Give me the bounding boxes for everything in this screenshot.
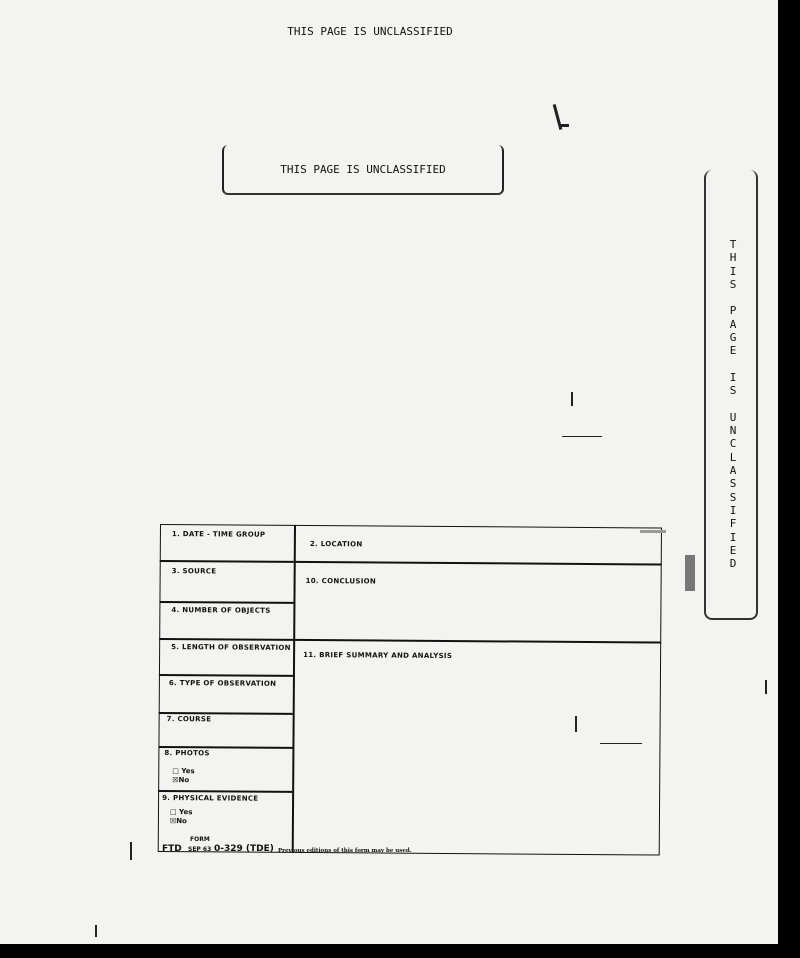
- evidence-yes-option: □ Yes: [169, 808, 193, 817]
- scan-mark: [600, 743, 642, 744]
- field-label-course: 7. COURSE: [166, 715, 212, 724]
- classification-stamp-boxed-text: THIS PAGE IS UNCLASSIFIED: [280, 162, 446, 176]
- footer-ftd: FTD: [162, 844, 182, 854]
- photos-yes-label: Yes: [181, 767, 195, 776]
- form-footer: [162, 836, 482, 866]
- evidence-yes-label: Yes: [179, 808, 193, 817]
- scan-mark: [130, 842, 132, 860]
- field-label-physical-evidence: 9. PHYSICAL EVIDENCE: [162, 794, 259, 803]
- scan-mark: [765, 680, 767, 694]
- scan-mark: [95, 925, 97, 937]
- scan-mark: [640, 530, 666, 533]
- field-label-brief-summary: 11. BRIEF SUMMARY AND ANALYSIS: [303, 651, 453, 661]
- field-label-length-of-observation: 5. LENGTH OF OBSERVATION: [171, 643, 291, 652]
- classification-stamp-boxed: [222, 145, 504, 195]
- field-label-conclusion: 10. CONCLUSION: [305, 577, 377, 586]
- footer-note: Previous editions of this form may be used.: [278, 848, 412, 854]
- scan-mark: [575, 716, 577, 732]
- footer-date: SEP 63: [188, 846, 212, 853]
- scan-mark: [685, 555, 695, 591]
- footer-form-word: FORM: [190, 836, 210, 843]
- project-record-card: [158, 524, 662, 855]
- scan-mark: [562, 436, 602, 437]
- field-label-type-of-observation: 6. TYPE OF OBSERVATION: [168, 679, 277, 688]
- evidence-no-label: No: [176, 817, 187, 826]
- card-frame: [158, 524, 662, 855]
- footer-form-number: 0-329 (TDE): [214, 844, 274, 854]
- classification-stamp-top: THIS PAGE IS UNCLASSIFIED: [287, 25, 453, 38]
- photos-no-label: No: [178, 776, 190, 785]
- photos-no-option: ☒No: [172, 776, 190, 785]
- field-label-location: 2. LOCATION: [309, 540, 363, 549]
- scan-mark: [561, 124, 569, 127]
- classification-stamp-side-text: T H I S P A G E I S U N C L A S S I F I E D: [729, 238, 737, 571]
- photos-yes-option: □ Yes: [172, 767, 195, 776]
- evidence-no-option: ☒No: [169, 817, 187, 826]
- field-label-number-of-objects: 4. NUMBER OF OBJECTS: [171, 606, 271, 615]
- field-label-date-time-group: 1. DATE - TIME GROUP: [171, 530, 266, 539]
- scan-mark: [571, 392, 573, 406]
- field-label-photos: 8. PHOTOS: [164, 749, 210, 758]
- field-label-source: 3. SOURCE: [171, 567, 217, 576]
